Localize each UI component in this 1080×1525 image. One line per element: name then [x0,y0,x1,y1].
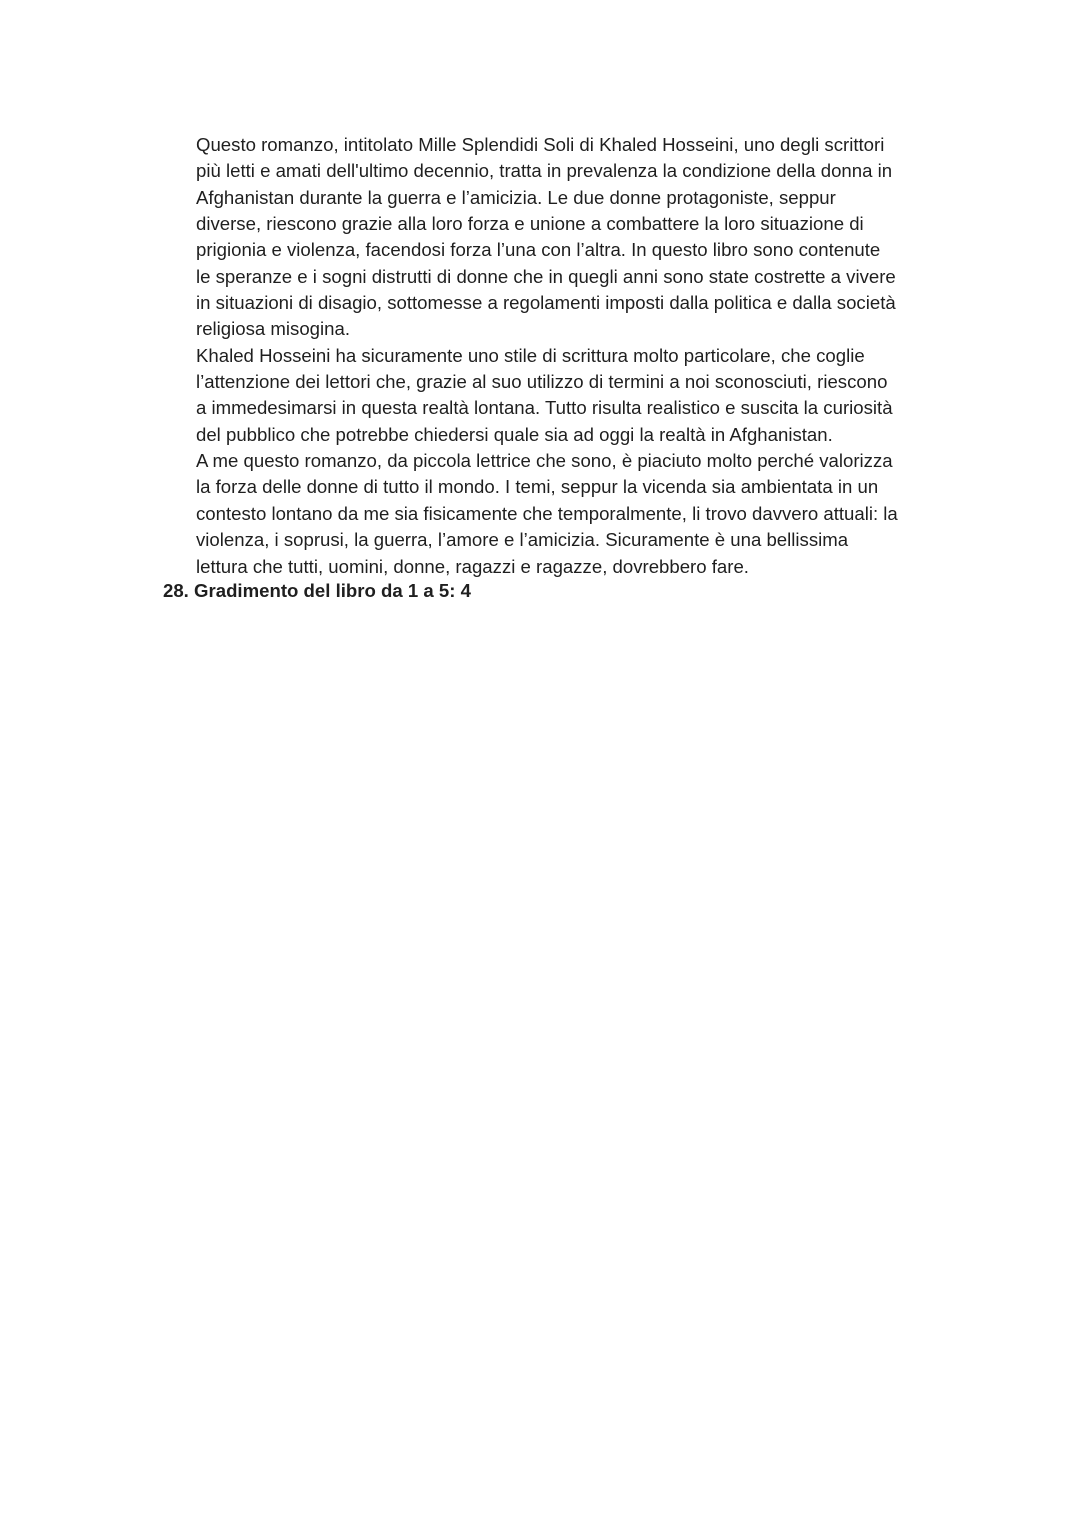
rating-number: 28. [163,580,189,601]
rating-label: Gradimento del libro da 1 a 5: 4 [194,580,471,601]
rating-line [163,578,471,604]
review-text: Questo romanzo, intitolato Mille Splendidi Soli di Khaled Hosseini, uno degli scrittori più letti e amati dell'ultimo decennio, tratta in prevalenza la condizione della donna in Afghanistan durante la guerra e l’amicizia. Le due donne protagoniste, seppur diverse, riescono grazie alla loro forza e unione a combattere la loro situazione di prigionia e violenza, facendosi forza l’una con l’altra. In questo libro sono contenute le speranze e i sogni distrutti di donne che in quegli anni sono state costrette a vivere in situazioni di disagio, sottomesse a regolamenti imposti dalla politica e dalla società religiosa misogina. Khaled Hosseini ha sicuramente uno stile di scrittura molto particolare, che coglie l’attenzione dei lettori che, grazie al suo utilizzo di termini a noi sconosciuti, riescono a immedesimarsi in questa realtà lontana. Tutto risulta realistico e suscita la curiosità del pubblico che potrebbe chiedersi quale sia ad oggi la realtà in Afghanistan. A me questo romanzo, da piccola lettrice che sono, è piaciuto molto perché valorizza la forza delle donne di tutto il mondo. I temi, seppur la vicenda sia ambientata in un contesto lontano da me sia fisicamente che temporalmente, li trovo davvero attuali: la violenza, i soprusi, la guerra, l’amore e l’amicizia. Sicuramente è una bellissima lettura che tutti, uomini, donne, ragazzi e ragazze, dovrebbero fare. [196,134,898,577]
